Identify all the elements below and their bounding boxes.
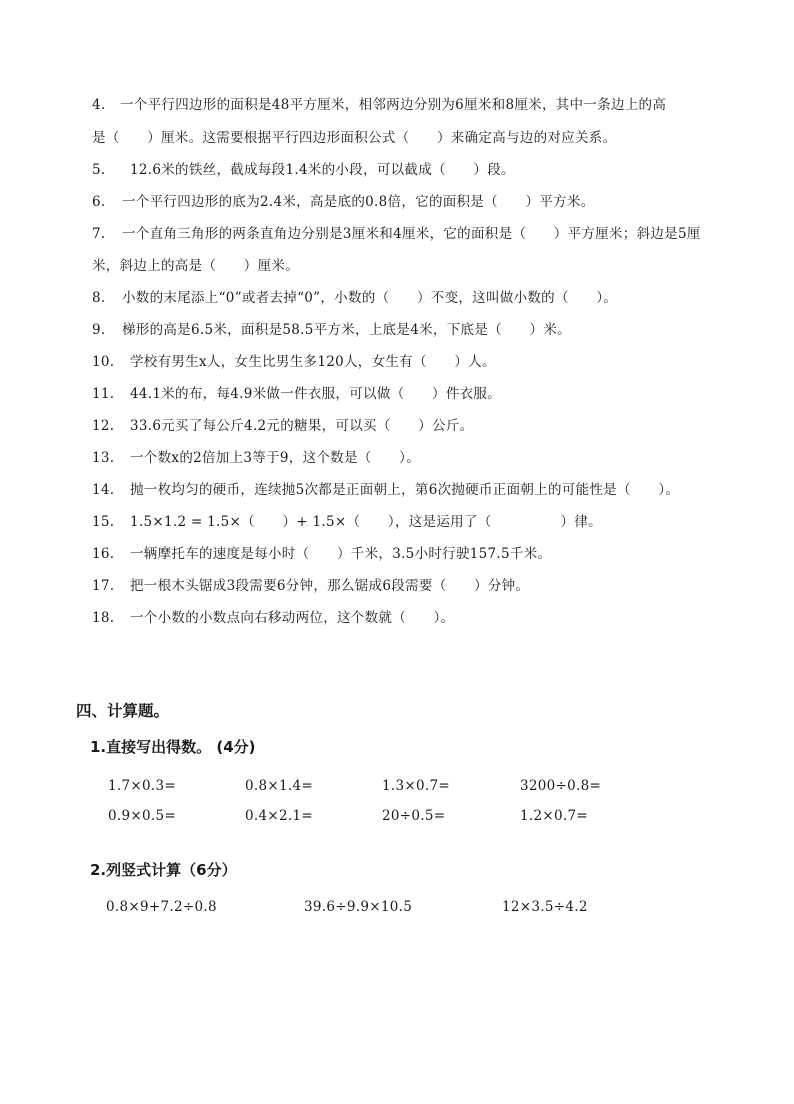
question-line: [92, 288, 617, 308]
question-text: 33.6元买了每公斤4.2元的糖果，可以买（ ）公斤。: [130, 418, 474, 434]
part2-title: 2.列竖式计算（6分）: [90, 861, 237, 879]
question-number: 13.: [92, 450, 115, 466]
calc-item: 12×3.5÷4.2: [502, 899, 588, 915]
question-line: [92, 416, 473, 436]
question-number: 5.: [92, 162, 106, 178]
question-line: [92, 448, 420, 468]
question-number: 16.: [92, 546, 115, 562]
question-number: 11.: [92, 386, 115, 402]
question-line: [92, 480, 679, 500]
question-number: 4.: [92, 97, 106, 113]
question-text: 是（ ）厘米。这需要根据平行四边形面积公式（ ）来确定高与边的对应关系。: [92, 130, 617, 146]
section-title: 四、计算题。: [76, 702, 170, 720]
calc-item: 20÷0.5=: [382, 808, 446, 824]
question-text: 梯形的高是6.5米，面积是58.5平方米，上底是4米，下底是（ ）米。: [122, 322, 571, 338]
question-line: [92, 576, 529, 596]
question-line: [92, 128, 616, 148]
calc-item: 0.9×0.5=: [108, 808, 176, 824]
question-text: 1.5×1.2 = 1.5×（ ）+ 1.5×（ ），这是运用了（ ）律。: [130, 514, 602, 530]
question-line: [92, 352, 496, 372]
calc-item: 39.6÷9.9×10.5: [304, 899, 413, 915]
question-text: 一个直角三角形的两条直角边分别是3厘米和4厘米，它的面积是（ ）平方厘米；斜边是5厘: [122, 226, 701, 242]
question-text: 小数的末尾添上“0”或者去掉“0”，小数的（ ）不变，这叫做小数的（ ）。: [122, 290, 618, 306]
calc-item: 0.8×1.4=: [245, 778, 313, 794]
question-line: [92, 95, 666, 115]
calc-item: 0.8×9+7.2÷0.8: [106, 899, 217, 915]
question-text: 一个平行四边形的面积是48平方厘米，相邻两边分别为6厘米和8厘米，其中一条边上的高: [120, 97, 667, 113]
question-line: [92, 544, 551, 564]
question-line: [92, 256, 299, 276]
calc-item: 1.2×0.7=: [520, 808, 588, 824]
question-number: 6.: [92, 194, 106, 210]
calc-item: 0.4×2.1=: [245, 808, 313, 824]
question-text: 抛一枚均匀的硬币，连续抛5次都是正面朝上，第6次抛硬币正面朝上的可能性是（ ）。: [130, 482, 680, 498]
question-text: 一个数x的2倍加上3等于9，这个数是（ ）。: [130, 450, 421, 466]
question-number: 12.: [92, 418, 115, 434]
question-number: 14.: [92, 482, 115, 498]
calc-item: 3200÷0.8=: [520, 778, 602, 794]
question-text: 学校有男生x人，女生比男生多120人，女生有（ ）人。: [130, 354, 496, 370]
question-text: 米，斜边上的高是（ ）厘米。: [92, 258, 299, 274]
calc-item: 1.3×0.7=: [382, 778, 450, 794]
question-line: [92, 384, 501, 404]
question-line: [92, 512, 602, 532]
question-text: 44.1米的布，每4.9米做一件衣服，可以做（ ）件衣服。: [130, 386, 502, 402]
question-number: 9.: [92, 322, 106, 338]
question-text: 12.6米的铁丝，截成每段1.4米的小段，可以截成（ ）段。: [130, 162, 515, 178]
part1-title: 1.直接写出得数。 (4分): [90, 738, 256, 756]
question-text: 一个小数的小数点向右移动两位，这个数就（ ）。: [130, 610, 455, 626]
question-text: 一个平行四边形的底为2.4米，高是底的0.8倍，它的面积是（ ）平方米。: [122, 194, 595, 210]
question-line: [92, 192, 595, 212]
question-number: 18.: [92, 610, 115, 626]
question-number: 15.: [92, 514, 115, 530]
question-text: 一辆摩托车的速度是每小时（ ）千米，3.5小时行驶157.5千米。: [130, 546, 552, 562]
question-number: 10.: [92, 354, 115, 370]
question-text: 把一根木头锯成3段需要6分钟，那么锯成6段需要（ ）分钟。: [130, 578, 530, 594]
question-line: [92, 608, 454, 628]
question-number: 8.: [92, 290, 106, 306]
calc-item: 1.7×0.3=: [108, 778, 176, 794]
question-number: 7.: [92, 226, 106, 242]
question-number: 17.: [92, 578, 115, 594]
question-line: [92, 224, 701, 244]
question-line: [92, 320, 571, 340]
question-line: [92, 160, 515, 180]
